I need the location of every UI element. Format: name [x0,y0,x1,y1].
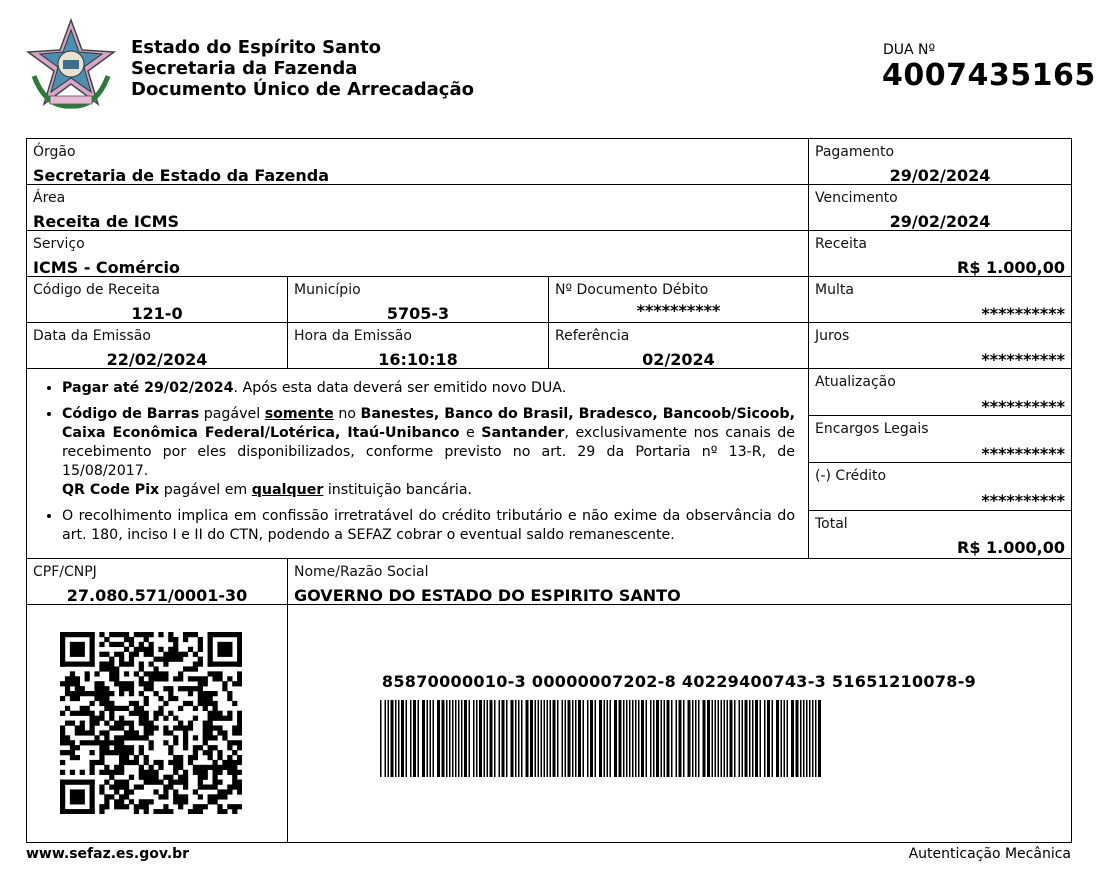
num-doc-label: Nº Documento Débito [555,282,709,298]
juros-label: Juros [815,328,850,344]
note-barcode: • Código de Barras pagável somente no Banestes, Banco do Brasil, Bradesco, Bancoob/Sicoob, Caixa Econômica Federal/Lotérica, Itaú-Unibanco e Santander, exclusivamente nos canais de recebimento por eles disponibilizados, conforme previsto no art. 29 da Portaria nº 13-R, de 15/08/2017. QR Code Pix pagável em qualquer instituição bancária. [62,405,795,500]
orgao-value: Secretaria de Estado da Fazenda [33,166,329,185]
atualizacao-label: Atualização [815,374,896,390]
barcode-digits: 85870000010-3 00000007202-8 40229400743-3 51651210078-9 [381,672,977,691]
encargos-label: Encargos Legais [815,421,929,437]
vencimento-label: Vencimento [815,190,898,206]
footer-website[interactable]: www.sefaz.es.gov.br [26,846,190,862]
servico-label: Serviço [33,236,85,252]
qr-code-icon [60,632,242,814]
area-value: Receita de ICMS [33,212,180,231]
servico-value: ICMS - Comércio [33,258,181,277]
barcode-icon [380,700,978,777]
data-emissao-value: 22/02/2024 [106,350,208,369]
cpf-value: 27.080.571/0001-30 [66,586,248,605]
orgao-label: Órgão [33,144,76,160]
nome-value: GOVERNO DO ESTADO DO ESPIRITO SANTO [294,586,681,605]
multa-label: Multa [815,282,854,298]
encargos-value: ********** [981,444,1065,463]
nome-label: Nome/Razão Social [294,564,429,580]
cpf-label: CPF/CNPJ [33,564,97,580]
referencia-label: Referência [555,328,630,344]
credito-label: (-) Crédito [815,468,887,484]
credito-value: ********** [981,491,1065,510]
area-label: Área [33,190,66,206]
pagamento-label: Pagamento [815,144,895,160]
header-secretaria: Secretaria da Fazenda [131,58,358,79]
dua-label: DUA Nº [883,42,936,58]
total-value: R$ 1.000,00 [957,538,1065,557]
total-label: Total [815,516,848,532]
receita-label: Receita [815,236,867,252]
header-state: Estado do Espírito Santo [131,37,382,58]
hora-emissao-value: 16:10:18 [378,350,458,369]
municipio-label: Município [294,282,361,298]
dua-number: 4007435165 [882,58,1096,93]
codigo-receita-value: 121-0 [131,304,183,323]
codigo-receita-label: Código de Receita [33,282,160,298]
note-payment-deadline: • Pagar até 29/02/2024. Após esta data deverá ser emitido novo DUA. [62,379,795,398]
receita-value: R$ 1.000,00 [957,258,1065,277]
referencia-value: 02/2024 [642,350,715,369]
header-document-title: Documento Único de Arrecadação [131,79,474,100]
vencimento-value: 29/02/2024 [889,212,991,231]
notes-block [40,379,795,552]
pagamento-value: 29/02/2024 [889,166,991,185]
municipio-value: 5705-3 [386,304,450,323]
brasao-es-icon [26,16,116,110]
hora-emissao-label: Hora da Emissão [294,328,412,344]
note-confissao: • O recolhimento implica em confissão irretratável do crédito tributário e não exime da observância do art. 180, inciso I e II do CTN, podendo a SEFAZ cobrar o eventual saldo remanescente. [62,507,795,545]
footer-autenticacao: Autenticação Mecânica [908,846,1071,862]
data-emissao-label: Data da Emissão [33,328,151,344]
num-doc-value: ********** [636,301,721,320]
multa-value: ********** [981,304,1065,323]
juros-value: ********** [981,350,1065,369]
atualizacao-value: ********** [981,397,1065,416]
